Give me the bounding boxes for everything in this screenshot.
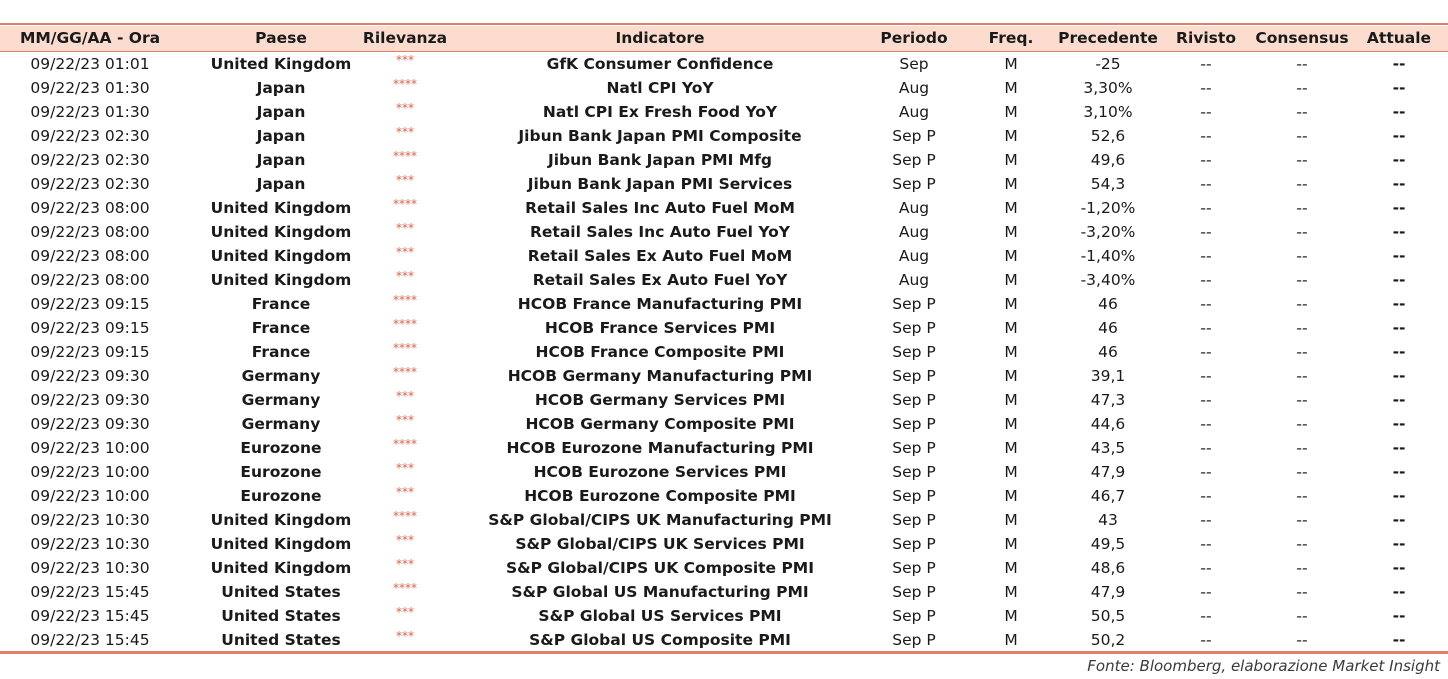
table-row — [0, 124, 1448, 148]
cell-consensus: -- — [1296, 247, 1308, 265]
header-actual: Attuale — [1366, 29, 1432, 47]
cell-relevance: **** — [393, 197, 417, 211]
cell-date: 09/22/23 10:00 — [30, 439, 150, 457]
cell-consensus: -- — [1296, 367, 1308, 385]
cell-actual: -- — [1392, 175, 1406, 193]
cell-country: Eurozone — [240, 487, 322, 505]
cell-consensus: -- — [1296, 607, 1308, 625]
cell-actual: -- — [1392, 391, 1406, 409]
cell-relevance: *** — [396, 389, 414, 403]
cell-indicator: HCOB Germany Services PMI — [534, 391, 786, 409]
cell-previous: 43,5 — [1090, 439, 1126, 457]
cell-country: Germany — [241, 367, 321, 385]
cell-actual: -- — [1392, 247, 1406, 265]
cell-country: United States — [221, 583, 341, 601]
table-bottom-rule — [0, 651, 1448, 654]
cell-relevance: *** — [396, 605, 414, 619]
header-revised: Rivisto — [1176, 29, 1236, 47]
cell-actual: -- — [1392, 607, 1406, 625]
cell-revised: -- — [1200, 151, 1212, 169]
cell-consensus: -- — [1296, 175, 1308, 193]
cell-previous: 48,6 — [1090, 559, 1126, 577]
table-row — [0, 628, 1448, 652]
cell-consensus: -- — [1296, 391, 1308, 409]
table-row — [0, 556, 1448, 580]
cell-previous: 46,7 — [1090, 487, 1126, 505]
cell-revised: -- — [1200, 175, 1212, 193]
cell-actual: -- — [1392, 271, 1406, 289]
header-indicator: Indicatore — [615, 29, 705, 47]
cell-country: Germany — [241, 415, 321, 433]
cell-consensus: -- — [1296, 439, 1308, 457]
table-top-rule — [0, 23, 1448, 25]
cell-revised: -- — [1200, 127, 1212, 145]
cell-actual: -- — [1392, 463, 1406, 481]
cell-period: Sep P — [892, 415, 936, 433]
cell-previous: 43 — [1098, 511, 1118, 529]
cell-relevance: *** — [396, 173, 414, 187]
cell-indicator: HCOB Germany Composite PMI — [525, 415, 795, 433]
cell-actual: -- — [1392, 79, 1406, 97]
cell-previous: 54,3 — [1090, 175, 1126, 193]
cell-indicator: Retail Sales Ex Auto Fuel MoM — [527, 247, 793, 265]
cell-actual: -- — [1392, 367, 1406, 385]
cell-previous: 39,1 — [1090, 367, 1126, 385]
cell-freq: M — [1004, 127, 1018, 145]
header-date: MM/GG/AA - Ora — [19, 29, 161, 47]
cell-date: 09/22/23 15:45 — [30, 631, 150, 649]
cell-period: Sep P — [892, 391, 936, 409]
cell-freq: M — [1004, 439, 1018, 457]
cell-freq: M — [1004, 103, 1018, 121]
cell-revised: -- — [1200, 583, 1212, 601]
cell-actual: -- — [1392, 535, 1406, 553]
cell-freq: M — [1004, 583, 1018, 601]
cell-relevance: **** — [393, 149, 417, 163]
cell-relevance: *** — [396, 269, 414, 283]
cell-country: United Kingdom — [210, 247, 352, 265]
header-freq: Freq. — [988, 29, 1034, 47]
cell-revised: -- — [1200, 535, 1212, 553]
cell-period: Sep P — [892, 535, 936, 553]
cell-date: 09/22/23 10:30 — [30, 559, 150, 577]
cell-freq: M — [1004, 175, 1018, 193]
table-row — [0, 244, 1448, 268]
cell-previous: 50,5 — [1090, 607, 1126, 625]
cell-revised: -- — [1200, 631, 1212, 649]
cell-indicator: Natl CPI Ex Fresh Food YoY — [542, 103, 778, 121]
cell-period: Aug — [898, 223, 930, 241]
cell-country: Eurozone — [240, 439, 322, 457]
cell-period: Sep P — [892, 607, 936, 625]
cell-revised: -- — [1200, 79, 1212, 97]
cell-date: 09/22/23 09:30 — [30, 415, 150, 433]
cell-country: Germany — [241, 391, 321, 409]
cell-freq: M — [1004, 391, 1018, 409]
table-row — [0, 52, 1448, 76]
cell-period: Sep P — [892, 319, 936, 337]
cell-date: 09/22/23 10:30 — [30, 511, 150, 529]
cell-indicator: HCOB Eurozone Composite PMI — [524, 487, 796, 505]
cell-actual: -- — [1392, 415, 1406, 433]
cell-revised: -- — [1200, 55, 1212, 73]
source-note: Fonte: Bloomberg, elaborazione Market Insight — [1087, 657, 1440, 675]
cell-freq: M — [1004, 511, 1018, 529]
cell-country: Japan — [256, 79, 306, 97]
cell-period: Sep P — [892, 295, 936, 313]
cell-date: 09/22/23 10:30 — [30, 535, 150, 553]
cell-previous: 46 — [1098, 319, 1118, 337]
cell-revised: -- — [1200, 487, 1212, 505]
cell-revised: -- — [1200, 271, 1212, 289]
table-row — [0, 196, 1448, 220]
cell-revised: -- — [1200, 415, 1212, 433]
cell-relevance: **** — [393, 581, 417, 595]
cell-relevance: *** — [396, 221, 414, 235]
cell-period: Aug — [898, 271, 930, 289]
header-relevance: Rilevanza — [362, 29, 448, 47]
cell-previous: 3,10% — [1083, 103, 1133, 121]
cell-date: 09/22/23 08:00 — [30, 199, 150, 217]
cell-actual: -- — [1392, 319, 1406, 337]
cell-freq: M — [1004, 199, 1018, 217]
cell-revised: -- — [1200, 343, 1212, 361]
cell-consensus: -- — [1296, 463, 1308, 481]
cell-relevance: **** — [393, 77, 417, 91]
table-row — [0, 532, 1448, 556]
cell-indicator: HCOB France Composite PMI — [535, 343, 785, 361]
cell-freq: M — [1004, 295, 1018, 313]
cell-period: Sep — [899, 55, 929, 73]
cell-actual: -- — [1392, 55, 1406, 73]
cell-consensus: -- — [1296, 415, 1308, 433]
cell-actual: -- — [1392, 127, 1406, 145]
cell-date: 09/22/23 09:15 — [30, 319, 150, 337]
cell-country: United Kingdom — [210, 559, 352, 577]
cell-relevance: *** — [396, 629, 414, 643]
cell-actual: -- — [1392, 103, 1406, 121]
cell-indicator: Jibun Bank Japan PMI Composite — [518, 127, 802, 145]
table-row — [0, 508, 1448, 532]
cell-consensus: -- — [1296, 583, 1308, 601]
cell-revised: -- — [1200, 439, 1212, 457]
cell-country: United Kingdom — [210, 199, 352, 217]
table-row — [0, 268, 1448, 292]
cell-date: 09/22/23 08:00 — [30, 223, 150, 241]
table-row — [0, 172, 1448, 196]
table-row — [0, 220, 1448, 244]
cell-consensus: -- — [1296, 151, 1308, 169]
cell-freq: M — [1004, 415, 1018, 433]
cell-indicator: S&P Global US Services PMI — [538, 607, 782, 625]
cell-country: Japan — [256, 103, 306, 121]
cell-relevance: *** — [396, 413, 414, 427]
header-previous: Precedente — [1058, 29, 1158, 47]
table-row — [0, 412, 1448, 436]
cell-previous: 44,6 — [1090, 415, 1126, 433]
cell-consensus: -- — [1296, 199, 1308, 217]
cell-consensus: -- — [1296, 535, 1308, 553]
cell-relevance: **** — [393, 341, 417, 355]
cell-revised: -- — [1200, 511, 1212, 529]
cell-previous: -3,20% — [1080, 223, 1136, 241]
cell-period: Sep P — [892, 631, 936, 649]
cell-freq: M — [1004, 79, 1018, 97]
cell-relevance: *** — [396, 461, 414, 475]
cell-indicator: HCOB Germany Manufacturing PMI — [507, 367, 813, 385]
cell-date: 09/22/23 15:45 — [30, 607, 150, 625]
cell-relevance: *** — [396, 245, 414, 259]
cell-consensus: -- — [1296, 79, 1308, 97]
cell-period: Sep P — [892, 559, 936, 577]
cell-freq: M — [1004, 559, 1018, 577]
cell-consensus: -- — [1296, 511, 1308, 529]
cell-indicator: S&P Global US Manufacturing PMI — [511, 583, 809, 601]
cell-relevance: *** — [396, 557, 414, 571]
cell-country: Japan — [256, 151, 306, 169]
table-row — [0, 436, 1448, 460]
table-row — [0, 100, 1448, 124]
cell-indicator: Natl CPI YoY — [606, 79, 714, 97]
cell-period: Sep P — [892, 127, 936, 145]
cell-revised: -- — [1200, 199, 1212, 217]
cell-relevance: **** — [393, 317, 417, 331]
cell-indicator: S&P Global/CIPS UK Services PMI — [515, 535, 805, 553]
cell-freq: M — [1004, 463, 1018, 481]
cell-actual: -- — [1392, 343, 1406, 361]
cell-relevance: *** — [396, 125, 414, 139]
cell-consensus: -- — [1296, 487, 1308, 505]
table-row — [0, 460, 1448, 484]
cell-country: Japan — [256, 127, 306, 145]
cell-freq: M — [1004, 247, 1018, 265]
cell-consensus: -- — [1296, 343, 1308, 361]
cell-relevance: *** — [396, 485, 414, 499]
table-row — [0, 76, 1448, 100]
cell-revised: -- — [1200, 463, 1212, 481]
header-period: Periodo — [880, 29, 948, 47]
cell-freq: M — [1004, 271, 1018, 289]
cell-date: 09/22/23 02:30 — [30, 127, 150, 145]
cell-indicator: S&P Global/CIPS UK Composite PMI — [505, 559, 815, 577]
cell-country: United Kingdom — [210, 511, 352, 529]
cell-period: Aug — [898, 79, 930, 97]
cell-freq: M — [1004, 535, 1018, 553]
cell-actual: -- — [1392, 223, 1406, 241]
cell-indicator: HCOB Eurozone Manufacturing PMI — [506, 439, 814, 457]
cell-freq: M — [1004, 367, 1018, 385]
cell-country: United Kingdom — [210, 535, 352, 553]
cell-indicator: Retail Sales Inc Auto Fuel MoM — [525, 199, 795, 217]
cell-consensus: -- — [1296, 271, 1308, 289]
cell-date: 09/22/23 09:15 — [30, 343, 150, 361]
cell-indicator: HCOB France Manufacturing PMI — [517, 295, 803, 313]
cell-actual: -- — [1392, 559, 1406, 577]
cell-date: 09/22/23 09:30 — [30, 367, 150, 385]
cell-indicator: HCOB Eurozone Services PMI — [533, 463, 787, 481]
cell-consensus: -- — [1296, 103, 1308, 121]
cell-country: United Kingdom — [210, 223, 352, 241]
cell-date: 09/22/23 01:01 — [30, 55, 150, 73]
table-row — [0, 388, 1448, 412]
cell-actual: -- — [1392, 295, 1406, 313]
cell-country: France — [251, 295, 311, 313]
cell-previous: 46 — [1098, 343, 1118, 361]
cell-previous: -25 — [1095, 55, 1121, 73]
cell-previous: 49,6 — [1090, 151, 1126, 169]
cell-date: 09/22/23 15:45 — [30, 583, 150, 601]
cell-previous: -3,40% — [1080, 271, 1136, 289]
cell-date: 09/22/23 08:00 — [30, 271, 150, 289]
cell-consensus: -- — [1296, 127, 1308, 145]
cell-country: Eurozone — [240, 463, 322, 481]
cell-period: Aug — [898, 103, 930, 121]
cell-previous: 50,2 — [1090, 631, 1126, 649]
cell-relevance: *** — [396, 101, 414, 115]
cell-date: 09/22/23 02:30 — [30, 151, 150, 169]
cell-date: 09/22/23 10:00 — [30, 463, 150, 481]
cell-revised: -- — [1200, 295, 1212, 313]
cell-relevance: **** — [393, 437, 417, 451]
cell-period: Sep P — [892, 463, 936, 481]
cell-period: Sep P — [892, 175, 936, 193]
cell-revised: -- — [1200, 367, 1212, 385]
cell-freq: M — [1004, 631, 1018, 649]
cell-period: Sep P — [892, 511, 936, 529]
cell-revised: -- — [1200, 223, 1212, 241]
cell-indicator: Jibun Bank Japan PMI Services — [527, 175, 793, 193]
cell-date: 09/22/23 01:30 — [30, 103, 150, 121]
cell-revised: -- — [1200, 391, 1212, 409]
table-row — [0, 340, 1448, 364]
cell-previous: 52,6 — [1090, 127, 1126, 145]
cell-previous: 3,30% — [1083, 79, 1133, 97]
cell-indicator: Retail Sales Inc Auto Fuel YoY — [529, 223, 791, 241]
cell-previous: 47,9 — [1090, 583, 1126, 601]
cell-country: France — [251, 343, 311, 361]
cell-actual: -- — [1392, 199, 1406, 217]
cell-date: 09/22/23 09:30 — [30, 391, 150, 409]
cell-date: 09/22/23 08:00 — [30, 247, 150, 265]
cell-indicator: S&P Global/CIPS UK Manufacturing PMI — [488, 511, 832, 529]
cell-period: Sep P — [892, 367, 936, 385]
cell-country: France — [251, 319, 311, 337]
cell-indicator: HCOB France Services PMI — [544, 319, 776, 337]
cell-date: 09/22/23 02:30 — [30, 175, 150, 193]
cell-consensus: -- — [1296, 319, 1308, 337]
cell-date: 09/22/23 01:30 — [30, 79, 150, 97]
cell-consensus: -- — [1296, 223, 1308, 241]
cell-actual: -- — [1392, 511, 1406, 529]
cell-country: United States — [221, 631, 341, 649]
table-row — [0, 148, 1448, 172]
cell-previous: 47,9 — [1090, 463, 1126, 481]
cell-freq: M — [1004, 319, 1018, 337]
cell-previous: -1,20% — [1080, 199, 1136, 217]
cell-freq: M — [1004, 343, 1018, 361]
cell-previous: 49,5 — [1090, 535, 1126, 553]
cell-previous: 46 — [1098, 295, 1118, 313]
cell-revised: -- — [1200, 103, 1212, 121]
cell-relevance: **** — [393, 365, 417, 379]
cell-consensus: -- — [1296, 295, 1308, 313]
cell-revised: -- — [1200, 607, 1212, 625]
cell-freq: M — [1004, 487, 1018, 505]
cell-freq: M — [1004, 151, 1018, 169]
table-row — [0, 316, 1448, 340]
cell-indicator: S&P Global US Composite PMI — [529, 631, 791, 649]
cell-country: United Kingdom — [210, 55, 352, 73]
cell-relevance: *** — [396, 533, 414, 547]
cell-revised: -- — [1200, 247, 1212, 265]
cell-actual: -- — [1392, 583, 1406, 601]
cell-relevance: **** — [393, 293, 417, 307]
cell-period: Sep P — [892, 487, 936, 505]
cell-period: Sep P — [892, 151, 936, 169]
cell-country: United States — [221, 607, 341, 625]
cell-country: United Kingdom — [210, 271, 352, 289]
cell-indicator: Retail Sales Ex Auto Fuel YoY — [532, 271, 788, 289]
cell-freq: M — [1004, 223, 1018, 241]
cell-relevance: *** — [396, 53, 414, 67]
cell-previous: 47,3 — [1090, 391, 1126, 409]
cell-period: Sep P — [892, 583, 936, 601]
cell-actual: -- — [1392, 151, 1406, 169]
table-row — [0, 484, 1448, 508]
cell-actual: -- — [1392, 631, 1406, 649]
cell-period: Sep P — [892, 439, 936, 457]
cell-relevance: **** — [393, 509, 417, 523]
header-country: Paese — [255, 29, 307, 47]
cell-period: Aug — [898, 247, 930, 265]
table-row — [0, 292, 1448, 316]
table-row — [0, 580, 1448, 604]
cell-country: Japan — [256, 175, 306, 193]
cell-revised: -- — [1200, 319, 1212, 337]
cell-previous: -1,40% — [1080, 247, 1136, 265]
cell-revised: -- — [1200, 559, 1212, 577]
cell-actual: -- — [1392, 487, 1406, 505]
cell-consensus: -- — [1296, 559, 1308, 577]
cell-consensus: -- — [1296, 55, 1308, 73]
table-row — [0, 604, 1448, 628]
cell-indicator: GfK Consumer Confidence — [546, 55, 774, 73]
cell-actual: -- — [1392, 439, 1406, 457]
cell-consensus: -- — [1296, 631, 1308, 649]
header-consensus: Consensus — [1255, 29, 1349, 47]
cell-freq: M — [1004, 55, 1018, 73]
cell-period: Sep P — [892, 343, 936, 361]
table-row — [0, 364, 1448, 388]
table-header — [0, 26, 1448, 51]
cell-indicator: Jibun Bank Japan PMI Mfg — [547, 151, 773, 169]
cell-date: 09/22/23 10:00 — [30, 487, 150, 505]
cell-period: Aug — [898, 199, 930, 217]
cell-date: 09/22/23 09:15 — [30, 295, 150, 313]
cell-freq: M — [1004, 607, 1018, 625]
